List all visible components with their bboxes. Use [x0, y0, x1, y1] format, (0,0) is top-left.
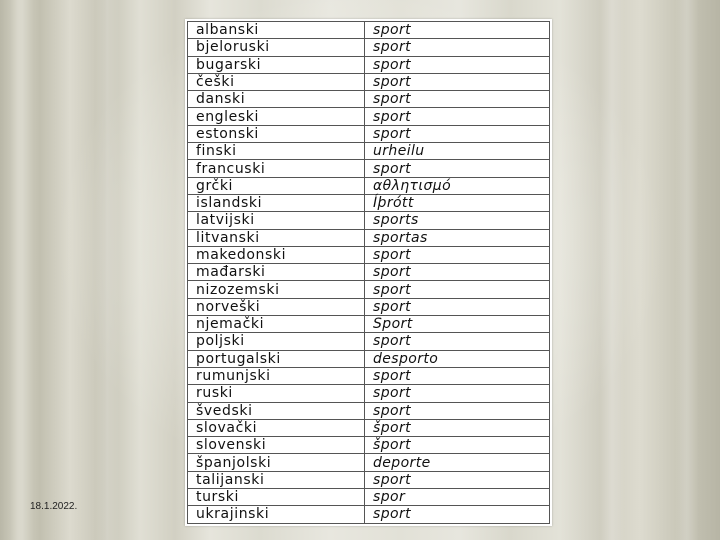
- language-cell: engleski: [188, 108, 365, 125]
- language-cell: makedonski: [188, 246, 365, 263]
- translation-cell: sport: [365, 298, 550, 315]
- translation-cell: sport: [365, 56, 550, 73]
- table-row: [188, 125, 550, 142]
- table-row: [188, 454, 550, 471]
- translation-cell: sport: [365, 73, 550, 90]
- language-cell: portugalski: [188, 350, 365, 367]
- language-cell: švedski: [188, 402, 365, 419]
- table-row: [188, 316, 550, 333]
- language-cell: estonski: [188, 125, 365, 142]
- translation-cell: sport: [365, 125, 550, 142]
- language-cell: albanski: [188, 22, 365, 39]
- translation-cell: deporte: [365, 454, 550, 471]
- language-cell: norveški: [188, 298, 365, 315]
- table-row: [188, 281, 550, 298]
- table-row: [188, 212, 550, 229]
- translation-cell: sport: [365, 333, 550, 350]
- language-cell: finski: [188, 143, 365, 160]
- translation-cell: sport: [365, 385, 550, 402]
- table-row: [188, 367, 550, 384]
- language-cell: ruski: [188, 385, 365, 402]
- table-row: [188, 22, 550, 39]
- translation-cell: sport: [365, 108, 550, 125]
- table-row: [188, 108, 550, 125]
- table-row: [188, 506, 550, 523]
- table-row: [188, 56, 550, 73]
- table-row: [188, 177, 550, 194]
- table-row: [188, 246, 550, 263]
- translation-cell: sport: [365, 160, 550, 177]
- language-cell: češki: [188, 73, 365, 90]
- translation-cell: desporto: [365, 350, 550, 367]
- translation-cell: šport: [365, 437, 550, 454]
- translation-cell: sport: [365, 471, 550, 488]
- table-row: [188, 143, 550, 160]
- translation-cell: sport: [365, 246, 550, 263]
- language-cell: ukrajinski: [188, 506, 365, 523]
- table-row: [188, 419, 550, 436]
- curtain-fold: [600, 0, 624, 540]
- translation-cell: sport: [365, 281, 550, 298]
- translation-cell: sport: [365, 506, 550, 523]
- language-cell: nizozemski: [188, 281, 365, 298]
- translation-cell: šport: [365, 419, 550, 436]
- language-cell: islandski: [188, 194, 365, 211]
- table-row: [188, 437, 550, 454]
- language-cell: litvanski: [188, 229, 365, 246]
- translation-table: [187, 21, 550, 524]
- language-cell: slovenski: [188, 437, 365, 454]
- table-row: [188, 350, 550, 367]
- language-cell: mađarski: [188, 264, 365, 281]
- translation-cell: sport: [365, 39, 550, 56]
- translation-cell: sportas: [365, 229, 550, 246]
- table-row: [188, 229, 550, 246]
- language-cell: turski: [188, 489, 365, 506]
- translation-cell: sport: [365, 91, 550, 108]
- translation-cell: αθλητισμό: [365, 177, 550, 194]
- language-cell: grčki: [188, 177, 365, 194]
- language-cell: rumunjski: [188, 367, 365, 384]
- word-table-card: [185, 19, 552, 526]
- table-row: [188, 194, 550, 211]
- table-row: [188, 385, 550, 402]
- translation-cell: sports: [365, 212, 550, 229]
- translation-cell: urheilu: [365, 143, 550, 160]
- table-row: [188, 471, 550, 488]
- translation-cell: sport: [365, 402, 550, 419]
- table-row: [188, 333, 550, 350]
- language-cell: bugarski: [188, 56, 365, 73]
- translation-cell: sport: [365, 367, 550, 384]
- language-cell: poljski: [188, 333, 365, 350]
- language-cell: latvijski: [188, 212, 365, 229]
- translation-cell: sport: [365, 22, 550, 39]
- translation-cell: Íþrótt: [365, 194, 550, 211]
- table-row: [188, 39, 550, 56]
- language-cell: francuski: [188, 160, 365, 177]
- table-row: [188, 73, 550, 90]
- translation-cell: Sport: [365, 316, 550, 333]
- translation-cell: sport: [365, 264, 550, 281]
- language-cell: španjolski: [188, 454, 365, 471]
- language-cell: slovački: [188, 419, 365, 436]
- table-row: [188, 160, 550, 177]
- slide-date: 18.1.2022.: [30, 501, 78, 512]
- language-cell: talijanski: [188, 471, 365, 488]
- language-cell: danski: [188, 91, 365, 108]
- language-cell: njemački: [188, 316, 365, 333]
- curtain-fold: [10, 0, 34, 540]
- table-row: [188, 91, 550, 108]
- table-row: [188, 298, 550, 315]
- translation-cell: spor: [365, 489, 550, 506]
- table-row: [188, 489, 550, 506]
- curtain-fold: [95, 0, 119, 540]
- language-cell: bjeloruski: [188, 39, 365, 56]
- curtain-fold: [675, 0, 699, 540]
- table-row: [188, 402, 550, 419]
- table-row: [188, 264, 550, 281]
